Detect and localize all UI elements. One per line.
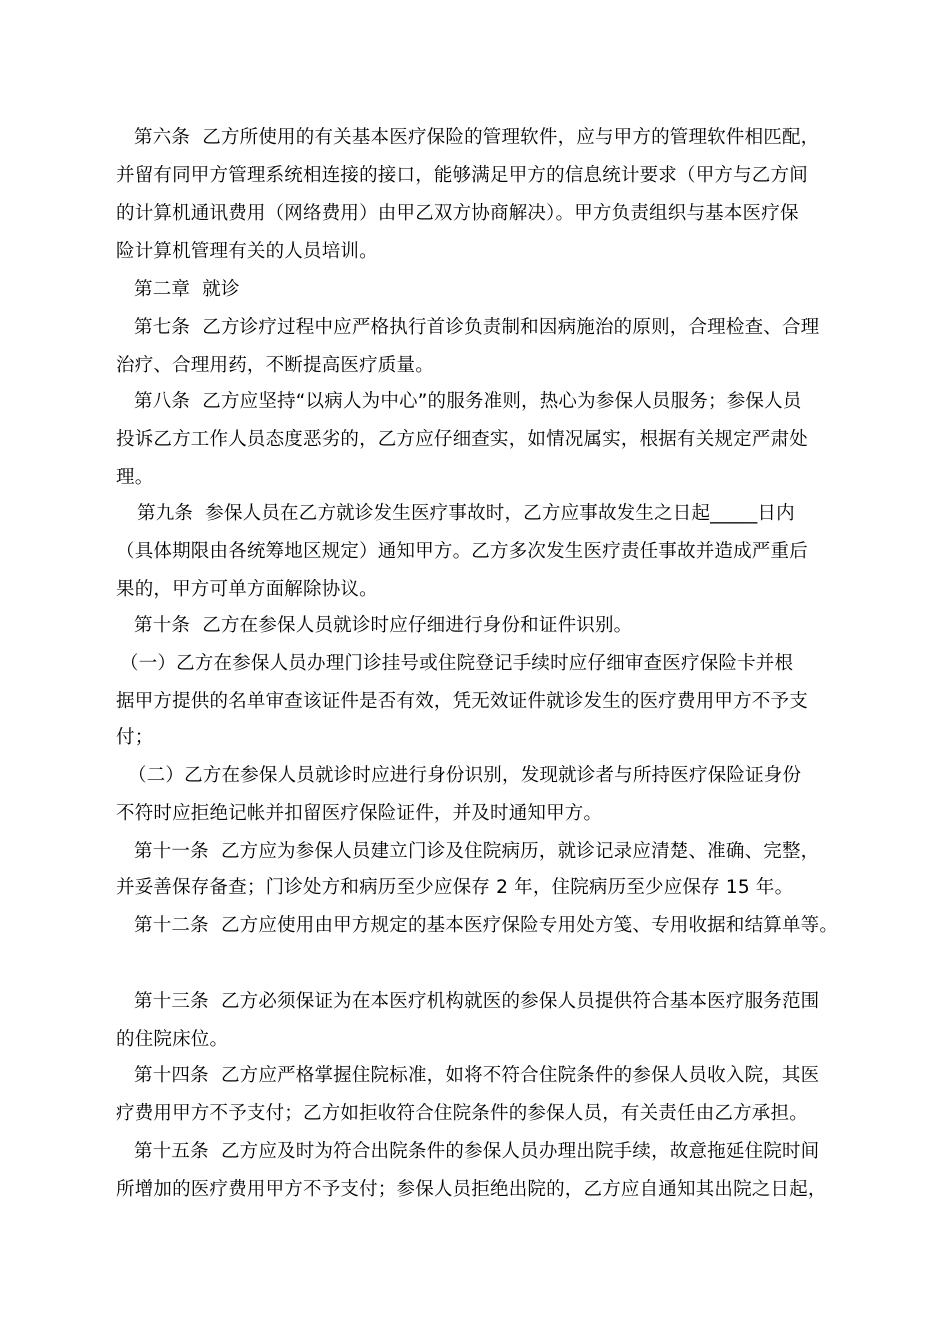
article-15-line-1: 第十五条 乙方应及时为符合出院条件的参保人员办理出院手续，故意拖延住院时间	[134, 1141, 820, 1162]
article-6-line-4: 险计算机管理有关的人员培训。	[116, 241, 378, 262]
clause-2-line-2: 不符时应拒绝记帐并扣留医疗保险证件，并及时通知甲方。	[116, 803, 603, 824]
clause-1-line-3: 付；	[116, 727, 154, 748]
article-6-line-1: 第六条 乙方所使用的有关基本医疗保险的管理软件，应与甲方的管理软件相匹配，	[134, 127, 820, 148]
article-14-line-1: 第十四条 乙方应严格掌握住院标准，如将不符合住院条件的参保人员收入院，其医	[134, 1065, 820, 1086]
article-13-line-2: 的住院床位。	[116, 1029, 229, 1050]
article-12-line-1: 第十二条 乙方应使用由甲方规定的基本医疗保险专用处方笺、专用收据和结算单等。	[134, 915, 839, 936]
article-7-line-1: 第七条 乙方诊疗过程中应严格执行首诊负责制和因病施治的原则，合理检查、合理	[134, 317, 820, 338]
article-7-line-2: 治疗、合理用药，不断提高医疗质量。	[116, 355, 434, 376]
article-9-line-1: 第九条 参保人员在乙方就诊发生医疗事故时，乙方应事故发生之日起_____日内	[137, 503, 795, 524]
clause-1-line-1: （一）乙方在参保人员办理门诊挂号或住院登记手续时应仔细审查医疗保险卡并根	[120, 653, 794, 674]
article-9-line-2: （具体期限由各统筹地区规定）通知甲方。乙方多次发生医疗责任事故并造成严重后	[116, 541, 808, 562]
clause-2-line-1: （二）乙方在参保人员就诊时应进行身份识别，发现就诊者与所持医疗保险证身份	[128, 765, 802, 786]
article-10-line-1: 第十条 乙方在参保人员就诊时应仔细进行身份和证件识别。	[134, 615, 633, 636]
article-8-line-1: 第八条 乙方应坚持“以病人为中心”的服务准则，热心为参保人员服务；参保人员	[134, 391, 802, 412]
article-6-line-3: 的计算机通讯费用（网络费用）由甲乙双方协商解决）。甲方负责组织与基本医疗保	[116, 203, 799, 224]
article-13-line-1: 第十三条 乙方必须保证为在本医疗机构就医的参保人员提供符合基本医疗服务范围	[134, 991, 820, 1012]
chapter-2-heading: 第二章 就诊	[134, 279, 240, 300]
article-15-line-2: 所增加的医疗费用甲方不予支付；参保人员拒绝出院的，乙方应自通知其出院之日起，	[116, 1179, 827, 1200]
article-11-line-1: 第十一条 乙方应为参保人员建立门诊及住院病历，就诊记录应清楚、准确、完整，	[134, 841, 820, 862]
article-11-line-2: 并妥善保存备查；门诊处方和病历至少应保存 2 年，住院病历至少应保存 15 年。	[116, 877, 794, 898]
article-6-line-2: 并留有同甲方管理系统相连接的接口，能够满足甲方的信息统计要求（甲方与乙方间	[116, 165, 808, 186]
article-8-line-3: 理。	[116, 467, 154, 488]
article-14-line-2: 疗费用甲方不予支付；乙方如拒收符合住院条件的参保人员，有关责任由乙方承担。	[116, 1103, 808, 1124]
article-9-line-3: 果的，甲方可单方面解除协议。	[116, 579, 378, 600]
clause-1-line-2: 据甲方提供的名单审查该证件是否有效，凭无效证件就诊发生的医疗费用甲方不予支	[116, 691, 808, 712]
article-8-line-2: 投诉乙方工作人员态度恶劣的，乙方应仔细查实，如情况属实，根据有关规定严肃处	[116, 429, 808, 450]
